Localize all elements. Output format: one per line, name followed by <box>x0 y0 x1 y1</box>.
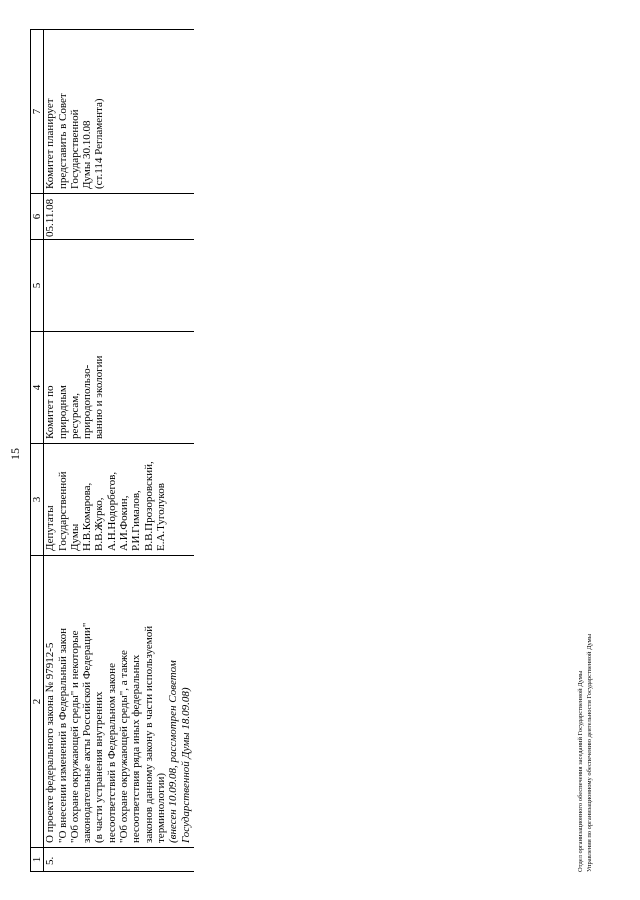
bill-description-cell <box>44 556 195 848</box>
row-number: 5. <box>44 848 195 872</box>
col5-cell <box>44 240 195 332</box>
header-col-7: 7 <box>31 30 44 194</box>
header-col-2: 2 <box>31 556 44 848</box>
authors-cell: Депутаты Государственной Думы Н.В.Комарова, В.В.Журко, А.Н.Нодорбегов, А.И.Фокин, Р.И.Гималов, В.В.Прозоровский, Е.А.Туголуков <box>44 444 195 556</box>
header-col-3: 3 <box>31 444 44 556</box>
header-row <box>31 30 44 872</box>
header-col-5: 5 <box>31 240 44 332</box>
committee-cell: Комитет по природным ресурсам, природопользо- ванию и экологии <box>44 332 195 444</box>
bill-note: (внесен 10.09.08, рассмотрен Советом Государственной Думы 18.09.08) <box>167 660 192 843</box>
header-col-4: 4 <box>31 332 44 444</box>
remarks-cell: Комитет планирует представить в Совет Государственной Думы 30.10.08 (ст.114 Регламента) <box>44 30 195 194</box>
page-number: 15 <box>8 448 22 460</box>
date-cell: 05.11.08 <box>44 194 195 240</box>
header-col-6: 6 <box>31 194 44 240</box>
header-col-1: 1 <box>31 848 44 872</box>
footer-line-1: Отдел организационного обеспечения заседаний Государственной Думы <box>577 670 584 872</box>
footer-line-2: Управления по организационному обеспечению деятельности Государственной Думы <box>586 633 593 872</box>
table-row <box>44 30 195 872</box>
footer <box>576 634 594 872</box>
bills-table <box>30 29 194 872</box>
bill-title: О проекте федерального закона № 97912-5 "О внесении изменений в Федеральный закон "Об охране окружающей среды" и некоторые законодательные акты Российской Федерации" (в части устранения внутренних несоответствий в Федеральном законе "Об охране окружающей среды", а также несоответствия ряда иных федеральных законов данному закону в части используемой терминологии) <box>44 622 167 843</box>
